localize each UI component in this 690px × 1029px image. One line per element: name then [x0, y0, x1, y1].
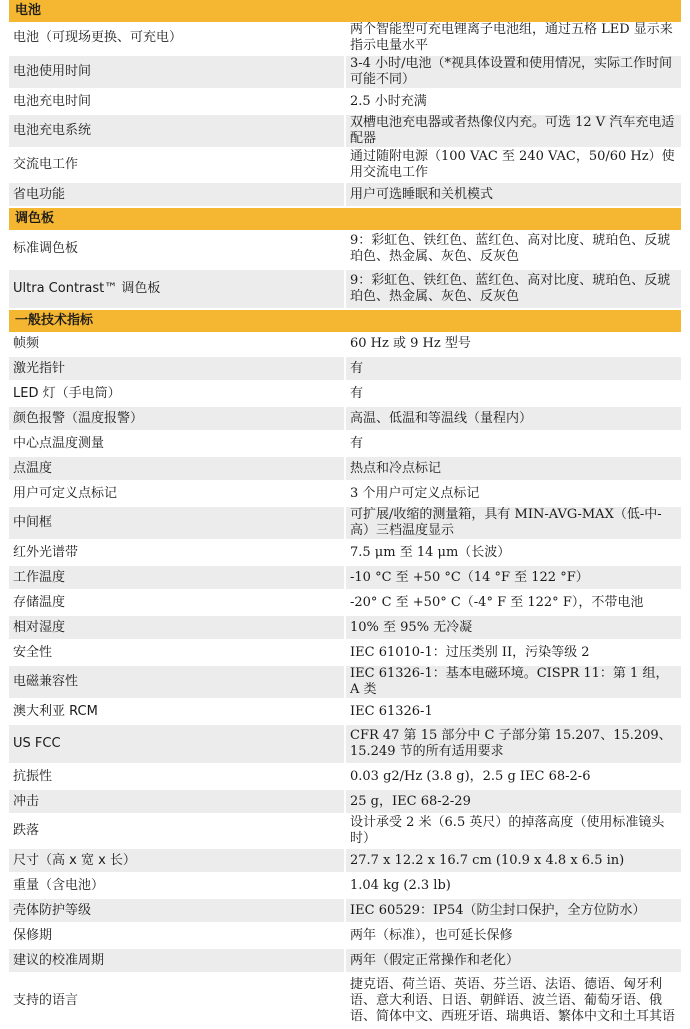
spec-value: 设计承受 2 米（6.5 英尺）的掉落高度（使用标准镜头时）	[345, 814, 681, 848]
spec-value: -10 °C 至 +50 °C（14 °F 至 122 °F）	[345, 565, 681, 590]
spec-value: 有	[345, 431, 681, 456]
spec-label: 重量（含电池）	[9, 873, 345, 898]
spec-row	[9, 923, 681, 948]
spec-value: 捷克语、荷兰语、英语、芬兰语、法语、德语、匈牙利语、意大利语、日语、朝鲜语、波兰语、葡萄牙语、俄语、简体中文、西班牙语、瑞典语、繁体中文和土耳其语	[345, 973, 681, 1028]
spec-label: 电池（可现场更换、可充电）	[9, 22, 345, 55]
spec-label: 电池充电时间	[9, 89, 345, 114]
spec-row	[9, 22, 681, 55]
spec-row	[9, 973, 681, 1028]
spec-label: 冲击	[9, 789, 345, 814]
spec-value: 27.7 x 12.2 x 16.7 cm (10.9 x 4.8 x 6.5 in)	[345, 848, 681, 873]
spec-value: 可扩展/收缩的测量箱，具有 MIN-AVG-MAX（低-中-高）三档温度显示	[345, 506, 681, 540]
spec-row	[9, 431, 681, 456]
spec-label: 保修期	[9, 923, 345, 948]
spec-value: 两年（假定正常操作和老化）	[345, 948, 681, 973]
spec-label: 跌落	[9, 814, 345, 848]
spec-row	[9, 506, 681, 540]
section-header-general: 一般技术指标	[9, 309, 681, 332]
spec-row	[9, 640, 681, 665]
spec-row	[9, 540, 681, 565]
spec-label: 中间框	[9, 506, 345, 540]
spec-label: 尺寸（高 x 宽 x 长）	[9, 848, 345, 873]
spec-label: 点温度	[9, 456, 345, 481]
spec-value: 双槽电池充电器或者热像仪内充。可选 12 V 汽车充电适配器	[345, 114, 681, 148]
spec-label: 支持的语言	[9, 973, 345, 1028]
spec-value: IEC 61326-1：基本电磁环境。CISPR 11：第 1 组，A 类	[345, 665, 681, 699]
spec-row	[9, 848, 681, 873]
spec-value: 2.5 小时充满	[345, 89, 681, 114]
spec-row	[9, 182, 681, 207]
spec-value: 两年（标准），也可延长保修	[345, 923, 681, 948]
spec-row	[9, 230, 681, 269]
section-header-battery: 电池	[9, 0, 681, 22]
spec-value: IEC 60529：IP54（防尘封口保护，全方位防水）	[345, 898, 681, 923]
spec-label: 电磁兼容性	[9, 665, 345, 699]
spec-label: 安全性	[9, 640, 345, 665]
spec-row	[9, 615, 681, 640]
spec-value: 25 g，IEC 68-2-29	[345, 789, 681, 814]
spec-row	[9, 873, 681, 898]
spec-row	[9, 148, 681, 182]
spec-value: 60 Hz 或 9 Hz 型号	[345, 332, 681, 356]
spec-value: 7.5 μm 至 14 μm（长波）	[345, 540, 681, 565]
spec-label: 电池充电系统	[9, 114, 345, 148]
spec-value: 有	[345, 381, 681, 406]
spec-label: 帧频	[9, 332, 345, 356]
spec-row	[9, 406, 681, 431]
spec-label: 壳体防护等级	[9, 898, 345, 923]
spec-label: 标准调色板	[9, 230, 345, 269]
spec-row	[9, 724, 681, 764]
spec-row	[9, 55, 681, 89]
spec-label: 相对湿度	[9, 615, 345, 640]
spec-value: 3 个用户可定义点标记	[345, 481, 681, 506]
spec-row	[9, 789, 681, 814]
spec-label: 省电功能	[9, 182, 345, 207]
spec-row	[9, 356, 681, 381]
spec-value: 高温、低温和等温线（量程内）	[345, 406, 681, 431]
spec-row	[9, 665, 681, 699]
spec-row	[9, 332, 681, 356]
spec-label: 交流电工作	[9, 148, 345, 182]
spec-value: 0.03 g2/Hz (3.8 g)，2.5 g IEC 68-2-6	[345, 764, 681, 789]
spec-row	[9, 456, 681, 481]
spec-table	[9, 0, 681, 1029]
spec-value: 3-4 小时/电池（*视具体设置和使用情况，实际工作时间可能不同）	[345, 55, 681, 89]
spec-value: CFR 47 第 15 部分中 C 子部分第 15.207、15.209、15.249 节的所有适用要求	[345, 724, 681, 764]
spec-row	[9, 590, 681, 615]
spec-row	[9, 699, 681, 724]
spec-value: 10% 至 95% 无冷凝	[345, 615, 681, 640]
spec-value: -20° C 至 +50° C（-4° F 至 122° F），不带电池	[345, 590, 681, 615]
spec-label: LED 灯（手电筒）	[9, 381, 345, 406]
spec-label: 激光指针	[9, 356, 345, 381]
spec-value: IEC 61326-1	[345, 699, 681, 724]
spec-label: Ultra Contrast™ 调色板	[9, 269, 345, 309]
spec-row	[9, 814, 681, 848]
spec-value: IEC 61010-1：过压类别 II，污染等级 2	[345, 640, 681, 665]
spec-label: 用户可定义点标记	[9, 481, 345, 506]
spec-row	[9, 114, 681, 148]
spec-sheet	[9, 0, 681, 1029]
spec-label: 中心点温度测量	[9, 431, 345, 456]
spec-label: 建议的校准周期	[9, 948, 345, 973]
spec-label: 澳大利亚 RCM	[9, 699, 345, 724]
spec-value: 9：彩虹色、铁红色、蓝红色、高对比度、琥珀色、反琥珀色、热金属、灰色、反灰色	[345, 269, 681, 309]
spec-value: 热点和冷点标记	[345, 456, 681, 481]
spec-row	[9, 269, 681, 309]
spec-value: 1.04 kg (2.3 lb)	[345, 873, 681, 898]
spec-row	[9, 481, 681, 506]
spec-value: 通过随附电源（100 VAC 至 240 VAC，50/60 Hz）使用交流电工作	[345, 148, 681, 182]
spec-label: 工作温度	[9, 565, 345, 590]
spec-label: 颜色报警（温度报警）	[9, 406, 345, 431]
spec-row	[9, 381, 681, 406]
spec-row	[9, 898, 681, 923]
spec-row	[9, 89, 681, 114]
spec-row	[9, 764, 681, 789]
spec-value: 两个智能型可充电锂离子电池组，通过五格 LED 显示来指示电量水平	[345, 22, 681, 55]
spec-label: 存储温度	[9, 590, 345, 615]
spec-label: 电池使用时间	[9, 55, 345, 89]
spec-label: US FCC	[9, 724, 345, 764]
section-header-palette: 调色板	[9, 207, 681, 230]
spec-row	[9, 948, 681, 973]
spec-value: 用户可选睡眠和关机模式	[345, 182, 681, 207]
spec-label: 抗振性	[9, 764, 345, 789]
spec-row	[9, 565, 681, 590]
spec-label: 红外光谱带	[9, 540, 345, 565]
spec-value: 9：彩虹色、铁红色、蓝红色、高对比度、琥珀色、反琥珀色、热金属、灰色、反灰色	[345, 230, 681, 269]
spec-value: 有	[345, 356, 681, 381]
